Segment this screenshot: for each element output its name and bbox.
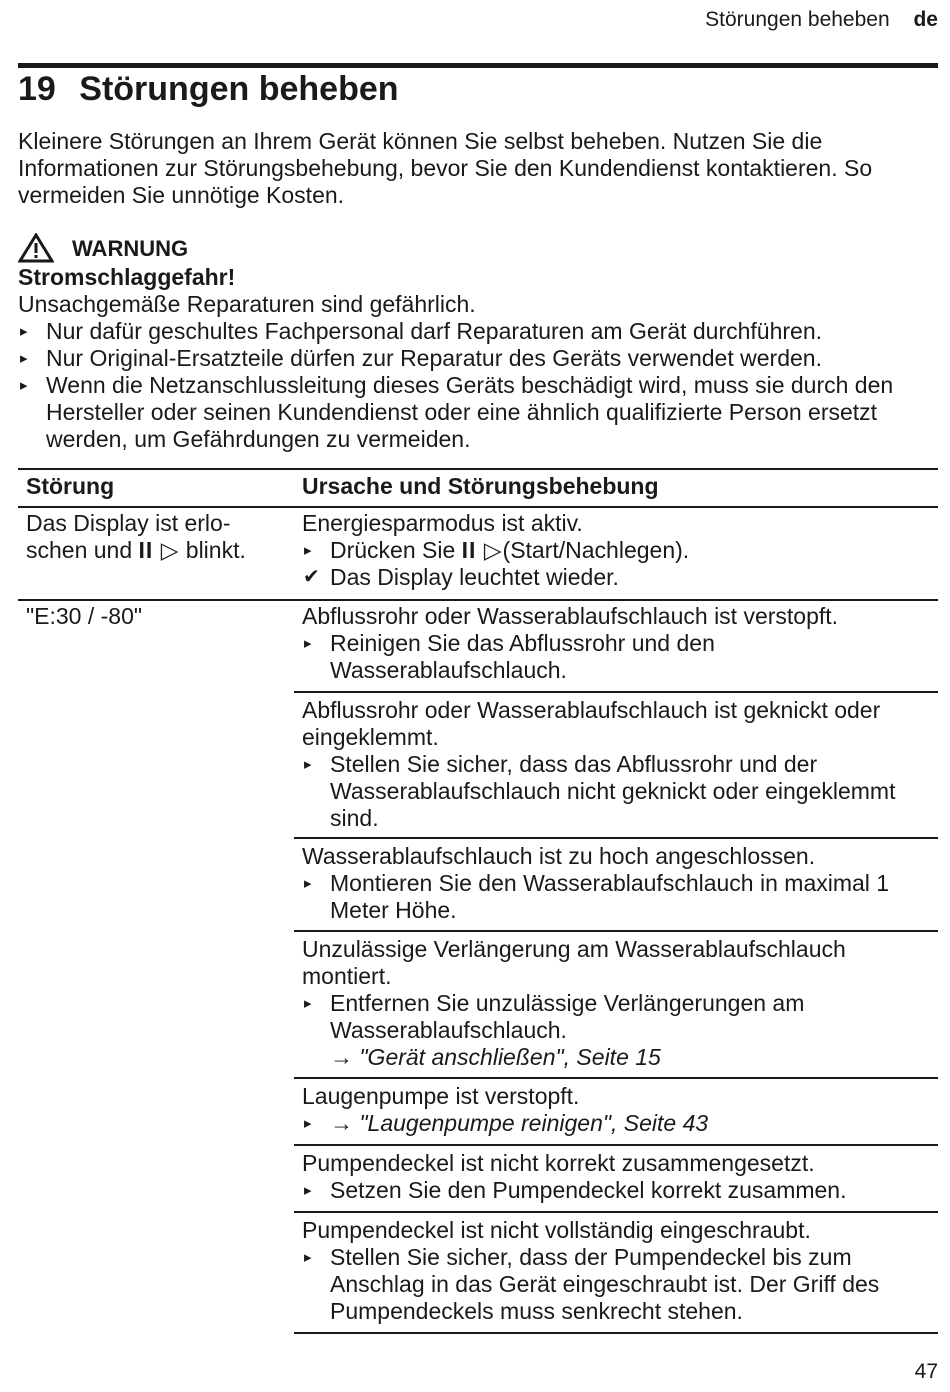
action-text: (Start/Nachlegen). xyxy=(502,537,690,563)
action-item xyxy=(302,1177,932,1204)
bullet-arrow-icon: ▸ xyxy=(304,1115,312,1132)
cause-text: Unzulässige Verlängerung am Wasserablaufschlauch montiert. xyxy=(302,936,846,989)
cause-rule xyxy=(294,1144,938,1146)
warning-bullet-text: Nur Original-Ersatzteile dürfen zur Reparatur des Geräts verwendet werden. xyxy=(46,345,822,371)
table-row-fault: "E:30 / -80" xyxy=(26,603,143,629)
cause-block xyxy=(302,936,934,1071)
bullet-arrow-icon: ▸ xyxy=(20,377,28,394)
fault-text-part: schen und xyxy=(26,537,133,563)
cause-block xyxy=(302,1217,922,1325)
cause-block xyxy=(302,843,922,924)
table-top-rule xyxy=(18,468,938,470)
cause-text: Laugenpumpe ist verstopft. xyxy=(302,1083,580,1109)
bullet-arrow-icon: ▸ xyxy=(304,1249,312,1266)
result-text: Das Display leuchtet wieder. xyxy=(330,564,619,590)
result-item xyxy=(302,564,932,591)
cause-text: Pumpendeckel ist nicht korrekt zusammengesetzt. xyxy=(302,1150,815,1176)
action-text: Montieren Sie den Wasserablaufschlauch in maximal 1 Meter Höhe. xyxy=(330,870,890,923)
intro-paragraph: Kleinere Störungen an Ihrem Gerät können Sie selbst beheben. Nutzen Sie die Informationen zur Störungsbehebung, bevor Sie den Kundendienst kontaktieren. So vermeiden Sie unnötige Kosten. xyxy=(18,128,873,208)
warning-bullet xyxy=(18,318,938,345)
bullet-arrow-icon: ▸ xyxy=(304,756,312,773)
cross-reference-link[interactable]: → "Laugenpumpe reinigen", Seite 43 xyxy=(330,1110,709,1136)
table-row-rule xyxy=(18,599,938,601)
warning-title: Stromschlaggefahr! xyxy=(18,264,236,290)
cause-text: Wasserablaufschlauch ist zu hoch angeschlossen. xyxy=(302,843,816,869)
action-item xyxy=(302,630,932,684)
warning-heading xyxy=(18,232,938,264)
table-row-fault xyxy=(26,510,286,564)
warning-label: WARNUNG xyxy=(72,235,189,261)
cause-text: Pumpendeckel ist nicht vollständig eingeschraubt. xyxy=(302,1217,811,1243)
top-rule xyxy=(18,63,938,68)
warning-bullet xyxy=(18,372,938,453)
chapter-number: 19 xyxy=(18,70,56,108)
cause-text: Abflussrohr oder Wasserablaufschlauch ist geknickt oder eingeklemmt. xyxy=(302,697,881,750)
cause-block xyxy=(302,1083,932,1137)
bullet-arrow-icon: ▸ xyxy=(304,635,312,652)
action-item xyxy=(302,870,922,924)
bullet-arrow-icon: ▸ xyxy=(304,875,312,892)
warning-bullet xyxy=(18,345,938,372)
action-item xyxy=(302,1110,932,1137)
action-text: Reinigen Sie das Abflussrohr und den Wasserablaufschlauch. xyxy=(330,630,715,683)
warning-block xyxy=(18,232,938,453)
cause-text: Abflussrohr oder Wasserablaufschlauch ist verstopft. xyxy=(302,603,839,629)
fault-text: Das Display ist erlo- xyxy=(26,510,231,536)
bullet-arrow-icon: ▸ xyxy=(304,995,312,1012)
warning-bullet-text: Wenn die Netzanschlussleitung dieses Geräts beschädigt wird, muss sie durch den Hersteller oder seinen Kundendienst oder eine ähnlich qualifizierte Person ersetzt werden, um Gefährdungen zu vermeiden. xyxy=(46,372,894,452)
action-text: Setzen Sie den Pumpendeckel korrekt zusammen. xyxy=(330,1177,847,1203)
table-row-remedy xyxy=(302,510,932,591)
action-text: Drücken Sie xyxy=(330,537,456,563)
start-pause-icon: II ▷ xyxy=(461,537,503,563)
cause-rule xyxy=(294,691,938,693)
fault-text xyxy=(26,537,286,564)
fault-text-part: blinkt. xyxy=(185,537,246,563)
cause-rule xyxy=(294,930,938,932)
table-bottom-rule xyxy=(294,1332,938,1334)
bullet-arrow-icon: ▸ xyxy=(304,542,312,559)
action-item xyxy=(302,537,932,564)
cause-rule xyxy=(294,1211,938,1213)
cause-block xyxy=(302,603,932,684)
bullet-arrow-icon: ▸ xyxy=(304,1182,312,1199)
cause-rule xyxy=(294,837,938,839)
warning-triangle-icon xyxy=(18,233,54,263)
table-header-remedy: Ursache und Störungsbehebung xyxy=(302,473,659,499)
warning-bullet-text: Nur dafür geschultes Fachpersonal darf Reparaturen am Gerät durchführen. xyxy=(46,318,823,344)
page-number: 47 xyxy=(914,1360,938,1383)
action-item xyxy=(302,751,922,832)
running-header-language: de xyxy=(913,8,938,31)
chapter-title-text: Störungen beheben xyxy=(79,70,399,108)
warning-text: Unsachgemäße Reparaturen sind gefährlich. xyxy=(18,291,476,317)
bullet-arrow-icon: ▸ xyxy=(20,323,28,340)
action-text: Stellen Sie sicher, dass das Abflussrohr und der Wasserablaufschlauch nicht geknickt oder eingeklemmt sind. xyxy=(330,751,896,831)
cross-reference-link[interactable]: → "Gerät anschließen", Seite 15 xyxy=(330,1044,661,1070)
checkmark-icon: ✔ xyxy=(303,566,320,588)
action-text: Stellen Sie sicher, dass der Pumpendeckel bis zum Anschlag in das Gerät eingeschraubt ist. Der Griff des Pumpendeckels muss senkrecht stehen. xyxy=(330,1244,880,1324)
action-item xyxy=(302,1244,922,1325)
table-header-rule xyxy=(18,506,938,508)
running-header-section: Störungen beheben xyxy=(705,8,890,31)
table-header-fault: Störung xyxy=(26,473,115,499)
start-pause-icon: II ▷ xyxy=(138,537,180,563)
cause-rule xyxy=(294,1077,938,1079)
cause-text: Energiesparmodus ist aktiv. xyxy=(302,510,583,536)
chapter-title xyxy=(18,70,399,109)
running-header xyxy=(705,8,938,32)
cause-block xyxy=(302,697,922,832)
cause-block xyxy=(302,1150,932,1204)
action-text: Entfernen Sie unzulässige Verlängerungen am Wasserablaufschlauch. xyxy=(330,990,805,1043)
bullet-arrow-icon: ▸ xyxy=(20,350,28,367)
action-item xyxy=(302,990,934,1071)
